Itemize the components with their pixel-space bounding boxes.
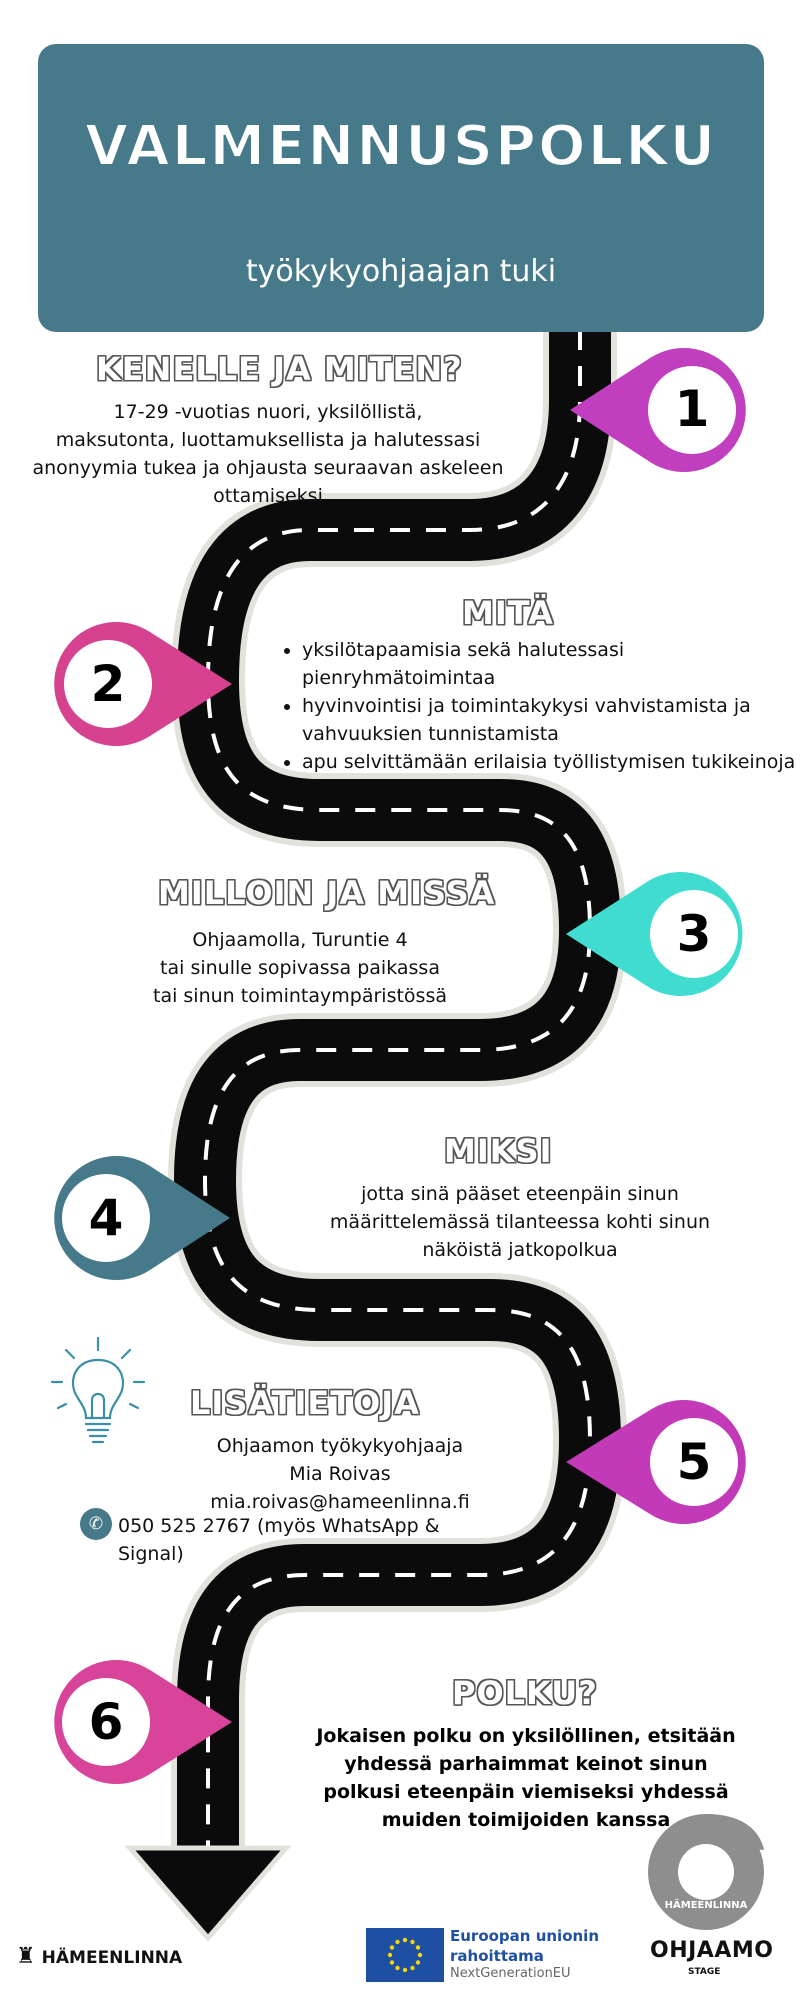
section-4-text	[300, 1180, 740, 1264]
contact-email[interactable]: mia.roivas@hameenlinna.fi	[210, 1491, 470, 1513]
list-item: • hyvinvointisi ja toimintakykysi vahvistamista ja vahvuuksien tunnistamista	[302, 692, 800, 748]
pin-5-number: 5	[676, 1433, 712, 1491]
section-1-text	[18, 398, 518, 510]
lightbulb-icon	[48, 1330, 148, 1460]
section-5-text	[150, 1432, 530, 1516]
page-subtitle: työkykyohjaajan tuki	[245, 254, 557, 289]
section-1-title: KENELLE JA MITEN?	[96, 350, 463, 388]
section-4-line: näköistä jatkopolkua	[422, 1239, 618, 1261]
section-1-line: ottamiseksi	[213, 485, 323, 507]
pin-1-number: 1	[674, 380, 710, 438]
castle-icon: ♜	[16, 1944, 36, 1969]
pin-4-number: 4	[88, 1189, 124, 1247]
hameenlinna-logo-text: HÄMEENLINNA	[41, 1948, 183, 1968]
pin-3-number: 3	[676, 905, 712, 963]
section-6-text	[296, 1722, 756, 1834]
section-2-title: MITÄ	[462, 594, 554, 632]
section-6-line: yhdessä parhaimmat keinot sinun	[344, 1753, 708, 1775]
road-arrowhead	[130, 1848, 286, 1938]
section-3-line: tai sinun toimintaympäristössä	[153, 985, 447, 1007]
section-5-title: LISÄTIETOJA	[190, 1384, 420, 1422]
section-1-line: anonyymia tukea ja ohjausta seuraavan askeleen	[32, 457, 504, 479]
eu-funding-text	[450, 1926, 599, 1966]
eu-line-1: Euroopan unionin	[450, 1927, 599, 1945]
eu-line-2: rahoittama	[450, 1947, 544, 1965]
section-3-line: tai sinulle sopivassa paikassa	[160, 957, 440, 979]
phone-icon: ✆	[80, 1508, 112, 1540]
section-4-line: jotta sinä pääset eteenpäin sinun	[361, 1183, 679, 1205]
eu-stars	[366, 1928, 444, 1982]
ohjaamo-wordmark: OHJAAMO	[650, 1938, 774, 1963]
list-item: • apu selvittämään erilaisia työllistymisen tukikeinoja	[302, 748, 800, 776]
section-3-line: Ohjaamolla, Turuntie 4	[192, 929, 408, 951]
section-1-line: 17-29 -vuotias nuori, yksilöllistä,	[113, 401, 423, 423]
section-4-title: MIKSI	[444, 1132, 553, 1170]
section-3-title: MILLOIN JA MISSÄ	[158, 874, 496, 912]
section-4-line: määrittelemässä tilanteessa kohti sinun	[329, 1211, 711, 1233]
section-1-line: maksutonta, luottamuksellista ja halutessasi	[55, 429, 481, 451]
contact-name: Mia Roivas	[289, 1463, 391, 1485]
page-title: VALMENNUSPOLKU	[84, 114, 718, 179]
hameenlinna-logo	[16, 1944, 182, 1969]
list-item: • yksilötapaamisia sekä halutessasi pienryhmätoimintaa	[302, 636, 800, 692]
contact-role: Ohjaamon työkykyohjaaja	[216, 1435, 464, 1457]
section-6-title: POLKU?	[452, 1674, 598, 1712]
eu-flag-icon	[366, 1928, 444, 1982]
eu-nextgen-text: NextGenerationEU	[450, 1966, 571, 1981]
ohjaamo-ring-text: HÄMEENLINNA	[664, 1900, 748, 1911]
header-banner	[38, 44, 764, 332]
section-3-text	[110, 926, 490, 1010]
section-6-line: muiden toimijoiden kanssa	[381, 1809, 671, 1831]
ohjaamo-sub: STAGE	[688, 1967, 721, 1977]
section-6-line: polkusi eteenpäin viemiseksi yhdessä	[323, 1781, 729, 1803]
section-2-list	[278, 636, 800, 776]
contact-phone[interactable]: 050 525 2767 (myös WhatsApp & Signal)	[118, 1515, 440, 1565]
pin-2-number: 2	[90, 655, 126, 713]
section-6-line: Jokaisen polku on yksilöllinen, etsitään	[316, 1725, 736, 1747]
pin-6-number: 6	[88, 1693, 124, 1751]
